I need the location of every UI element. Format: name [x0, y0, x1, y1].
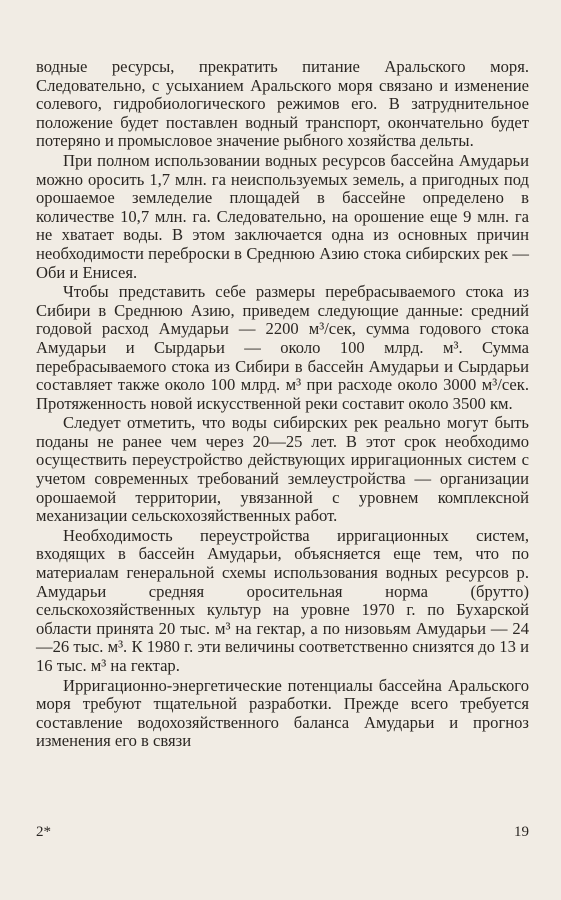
paragraph-3: Чтобы представить себе размеры перебрасываемого стока из Сибири в Среднюю Азию, приведем следующие данные: средний годовой расход Амударьи — 2200 м³/сек, сумма годового стока Амударьи и Сырдарьи — около 100 млрд. м³. Сумма перебрасываемого стока из Сибири в бассейн Амударьи и Сырдарьи составляет также около 100 млрд. м³ при расходе около 3000 м³/сек. Протяженность новой искусственной реки составит около 3500 км.	[36, 282, 529, 413]
paragraph-2: При полном использовании водных ресурсов бассейна Амударьи можно оросить 1,7 млн. га неиспользуемых земель, а пригодных под орошаемое земледелие площадей в бассейне определено в количестве 10,7 млн. га. Следовательно, на орошение еще 9 млн. га не хватает воды. В этом заключается одна из основных причин необходимости переброски в Среднюю Азию стока сибирских рек — Оби и Енисея.	[36, 150, 529, 282]
body-text	[36, 58, 529, 751]
paragraph-6: Ирригационно-энергетические потенциалы бассейна Аральского моря требуют тщательной разработки. Прежде всего требуется составление водохозяйственного баланса Амударьи и прогноз изменения его в связи	[36, 675, 529, 751]
page-footer	[36, 824, 529, 844]
printer-signature-mark: 2*	[36, 824, 51, 840]
page-number: 19	[514, 824, 529, 840]
paragraph-1: водные ресурсы, прекратить питание Аральского моря. Следовательно, с усыханием Аральского моря связано и изменение солевого, гидробиологического режимов его. В затруднительное положение будет поставлен водный транспорт, окончательно будет потеряно и промысловое значение рыбного хозяйства дельты.	[36, 57, 529, 151]
paragraph-5: Необходимость переустройства ирригационных систем, входящих в бассейн Амударьи, объясняется еще тем, что по материалам генеральной схемы использования водных ресурсов р. Амударьи средняя оросительная норма (брутто) сельскохозяйственных культур на уровне 1970 г. по Бухарской области принята 20 тыс. м³ на гектар, а по низовьям Амударьи — 24—26 тыс. м³. К 1980 г. эти величины соответственно снизятся до 13 и 16 тыс. м³ на гектар.	[36, 525, 529, 675]
paragraph-4: Следует отметить, что воды сибирских рек реально могут быть поданы не ранее чем через 20—25 лет. В этот срок необходимо осуществить переустройство действующих ирригационных систем с учетом современных требований землеустройства — организации орошаемой территории, увязанной с уровнем комплексной механизации сельскохозяйственных работ.	[36, 413, 529, 526]
